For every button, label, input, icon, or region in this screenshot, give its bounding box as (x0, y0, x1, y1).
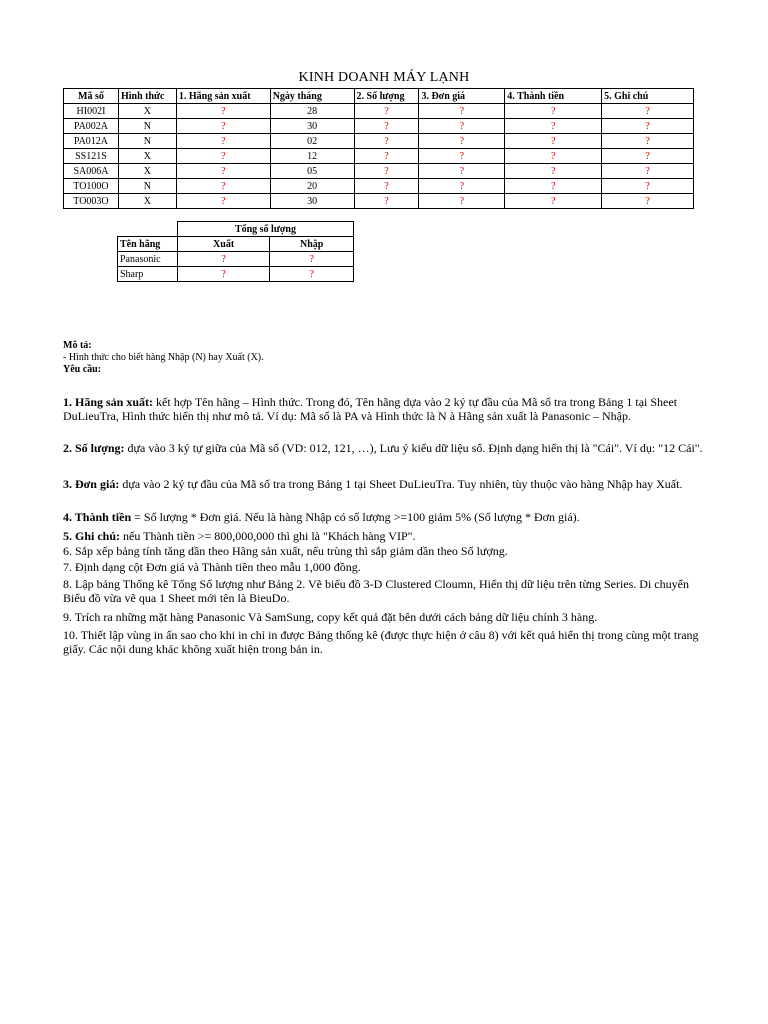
table-cell[interactable]: ? (176, 104, 270, 119)
header-cell[interactable]: Ngày tháng (270, 89, 354, 104)
requirement-label: 2. Số lượng: (63, 441, 125, 455)
table-cell[interactable]: ? (176, 164, 270, 179)
table-cell[interactable]: N (118, 134, 176, 149)
requirement-text: 8. Lập bảng Thống kê Tổng Số lượng như Bảng 2. Vẽ biểu đồ 3-D Clustered Cloumn, Hiển thị dữ liệu trên từng Series. Di chuyển Biểu đồ vừa vẽ qua 1 Sheet mới tên là BieuDo. (63, 577, 689, 605)
table-cell[interactable]: ? (505, 149, 602, 164)
header-brand[interactable]: Tên hãng (118, 237, 178, 252)
table-row (118, 252, 354, 267)
requirement-text: 6. Sắp xếp bảng tính tăng dần theo Hãng sản xuất, nếu trùng thì sắp giảm dần theo Số lượng. (63, 544, 508, 558)
notes-section (63, 340, 703, 376)
table-cell[interactable]: SA006A (64, 164, 119, 179)
requirement-text: nếu Thành tiền >= 800,000,000 thì ghi là "Khách hàng VIP". (120, 529, 416, 543)
table-cell[interactable]: 20 (270, 179, 354, 194)
table-cell[interactable]: PA012A (64, 134, 119, 149)
requirement-item (63, 441, 703, 455)
header-cell[interactable]: 3. Đơn giá (419, 89, 505, 104)
table-cell[interactable]: N (118, 119, 176, 134)
requirement-text: 10. Thiết lập vùng in ấn sao cho khi in chỉ in được Bảng thống kê (được thực hiện ở câu 8) với kết quả hiển thị trong cùng một trang giấy. Các nội dung khác không xuất hiện trong bản in. (63, 628, 699, 656)
table-cell[interactable]: ? (602, 164, 694, 179)
requirement-text: 7. Định dạng cột Đơn giá và Thành tiền theo mẫu 1,000 đồng. (63, 560, 361, 574)
table-cell[interactable]: ? (602, 149, 694, 164)
table-cell[interactable]: ? (354, 194, 419, 209)
table-cell[interactable]: X (118, 104, 176, 119)
table-cell[interactable]: ? (419, 149, 505, 164)
table-cell[interactable]: 05 (270, 164, 354, 179)
table-row (64, 194, 694, 209)
table-cell[interactable]: ? (602, 134, 694, 149)
header-cell[interactable]: 2. Số lượng (354, 89, 419, 104)
table-row (64, 104, 694, 119)
table-cell[interactable]: ? (505, 164, 602, 179)
table-cell[interactable]: ? (602, 179, 694, 194)
table-cell[interactable]: 30 (270, 194, 354, 209)
table-row (64, 134, 694, 149)
table-cell[interactable]: ? (354, 179, 419, 194)
header-cell[interactable]: 1. Hãng sản xuất (176, 89, 270, 104)
description-text: - Hình thức cho biết hàng Nhập (N) hay Xuất (X). (63, 352, 264, 363)
table-cell[interactable]: 28 (270, 104, 354, 119)
table-cell[interactable]: ? (176, 134, 270, 149)
table-row (64, 179, 694, 194)
group-header-total[interactable]: Tổng số lượng (177, 222, 353, 237)
table-cell[interactable]: ? (176, 179, 270, 194)
requirement-item (63, 577, 703, 605)
requirement-item (63, 510, 703, 524)
table-cell[interactable]: Panasonic (118, 252, 178, 267)
table-row (64, 164, 694, 179)
table-cell[interactable]: X (118, 194, 176, 209)
requirement-item (63, 610, 703, 624)
table-row (64, 119, 694, 134)
table-cell[interactable]: 12 (270, 149, 354, 164)
table-cell[interactable]: ? (602, 104, 694, 119)
requirement-label: 1. Hãng sản xuất: (63, 395, 154, 409)
table-cell[interactable]: ? (354, 134, 419, 149)
table-cell[interactable]: 02 (270, 134, 354, 149)
requirement-text: kết hợp Tên hãng – Hình thức. Trong đó, Tên hãng dựa vào 2 ký tự đầu của Mã số tra trong Bảng 1 tại Sheet DuLieuTra, Hình thức hiển thị như mô tả. Ví dụ: Mã số là PA và Hình thức là N à Hãng sản xuất là Panasonic – Nhập. (63, 395, 678, 423)
table-cell[interactable]: Sharp (118, 267, 178, 282)
requirement-item (63, 395, 703, 423)
requirement-text: dựa vào 3 ký tự giữa của Mã số (VD: 012, 121, …), Lưu ý kiểu dữ liệu số. Định dạng hiển thị là "Cái". Ví dụ: "12 Cái". (124, 441, 703, 455)
table-cell[interactable]: ? (354, 149, 419, 164)
sales-table (63, 88, 694, 209)
table-cell[interactable]: ? (177, 252, 270, 267)
table-cell[interactable]: ? (354, 164, 419, 179)
table-cell[interactable]: ? (419, 104, 505, 119)
table-cell[interactable]: ? (505, 104, 602, 119)
table-cell[interactable]: ? (602, 194, 694, 209)
table-cell[interactable]: 30 (270, 119, 354, 134)
table-cell[interactable]: ? (419, 119, 505, 134)
requirement-label: 5. Ghi chú: (63, 529, 121, 543)
requirement-item (63, 544, 703, 558)
requirement-item (63, 477, 703, 491)
requirement-item (63, 560, 703, 574)
requirement-item (63, 628, 703, 656)
table-cell[interactable]: ? (176, 194, 270, 209)
table-cell[interactable]: ? (354, 119, 419, 134)
description-label: Mô tả: (63, 340, 92, 351)
table-cell[interactable]: TO003O (64, 194, 119, 209)
requirements-label: Yêu cầu: (63, 364, 102, 375)
table-cell[interactable]: X (118, 149, 176, 164)
header-export[interactable]: Xuất (177, 237, 270, 252)
requirement-label: 4. Thành tiền (63, 510, 132, 524)
table-cell[interactable]: ? (419, 194, 505, 209)
header-cell[interactable]: Mã số (64, 89, 119, 104)
requirement-text: = Số lượng * Đơn giá. Nếu là hàng Nhập có số lượng >=100 giảm 5% (Số lượng * Đơn giá). (131, 510, 580, 524)
table-cell[interactable]: HI002I (64, 104, 119, 119)
table-cell[interactable]: ? (177, 267, 270, 282)
table-cell[interactable]: SS121S (64, 149, 119, 164)
summary-table (117, 221, 354, 282)
table-cell[interactable]: ? (176, 119, 270, 134)
table-cell[interactable]: ? (270, 267, 354, 282)
table-cell[interactable]: PA002A (64, 119, 119, 134)
table-row (118, 267, 354, 282)
header-cell[interactable]: 4. Thành tiền (505, 89, 602, 104)
table-cell[interactable]: ? (354, 104, 419, 119)
table-cell[interactable]: ? (505, 194, 602, 209)
table-cell[interactable]: TO100O (64, 179, 119, 194)
requirement-text: 9. Trích ra những mặt hàng Panasonic Và SamSung, copy kết quả đặt bên dưới cách bảng dữ liệu chính 3 hàng. (63, 610, 598, 624)
sheet-title: KINH DOANH MÁY LẠNH (298, 70, 470, 85)
table-cell[interactable]: ? (270, 252, 354, 267)
table-cell[interactable]: ? (176, 149, 270, 164)
table-cell[interactable]: X (118, 164, 176, 179)
table-header-row (64, 89, 694, 104)
table-cell[interactable]: N (118, 179, 176, 194)
requirement-text: dựa vào 2 ký tự đầu của Mã số tra trong Bảng 1 tại Sheet DuLieuTra. Tuy nhiên, tùy thuộc vào hàng Nhập hay Xuất. (119, 477, 683, 491)
requirement-label: 3. Đơn giá: (63, 477, 120, 491)
header-cell[interactable]: 5. Ghi chú (602, 89, 694, 104)
header-import[interactable]: Nhập (270, 237, 354, 252)
table-cell[interactable]: ? (505, 119, 602, 134)
table-row (64, 149, 694, 164)
table-cell[interactable]: ? (602, 119, 694, 134)
requirement-item (63, 529, 703, 543)
table-cell[interactable]: ? (419, 179, 505, 194)
table-cell[interactable]: ? (505, 179, 602, 194)
table-cell[interactable]: ? (505, 134, 602, 149)
table-cell[interactable]: ? (419, 164, 505, 179)
table-cell[interactable]: ? (419, 134, 505, 149)
header-cell[interactable]: Hình thức (118, 89, 176, 104)
